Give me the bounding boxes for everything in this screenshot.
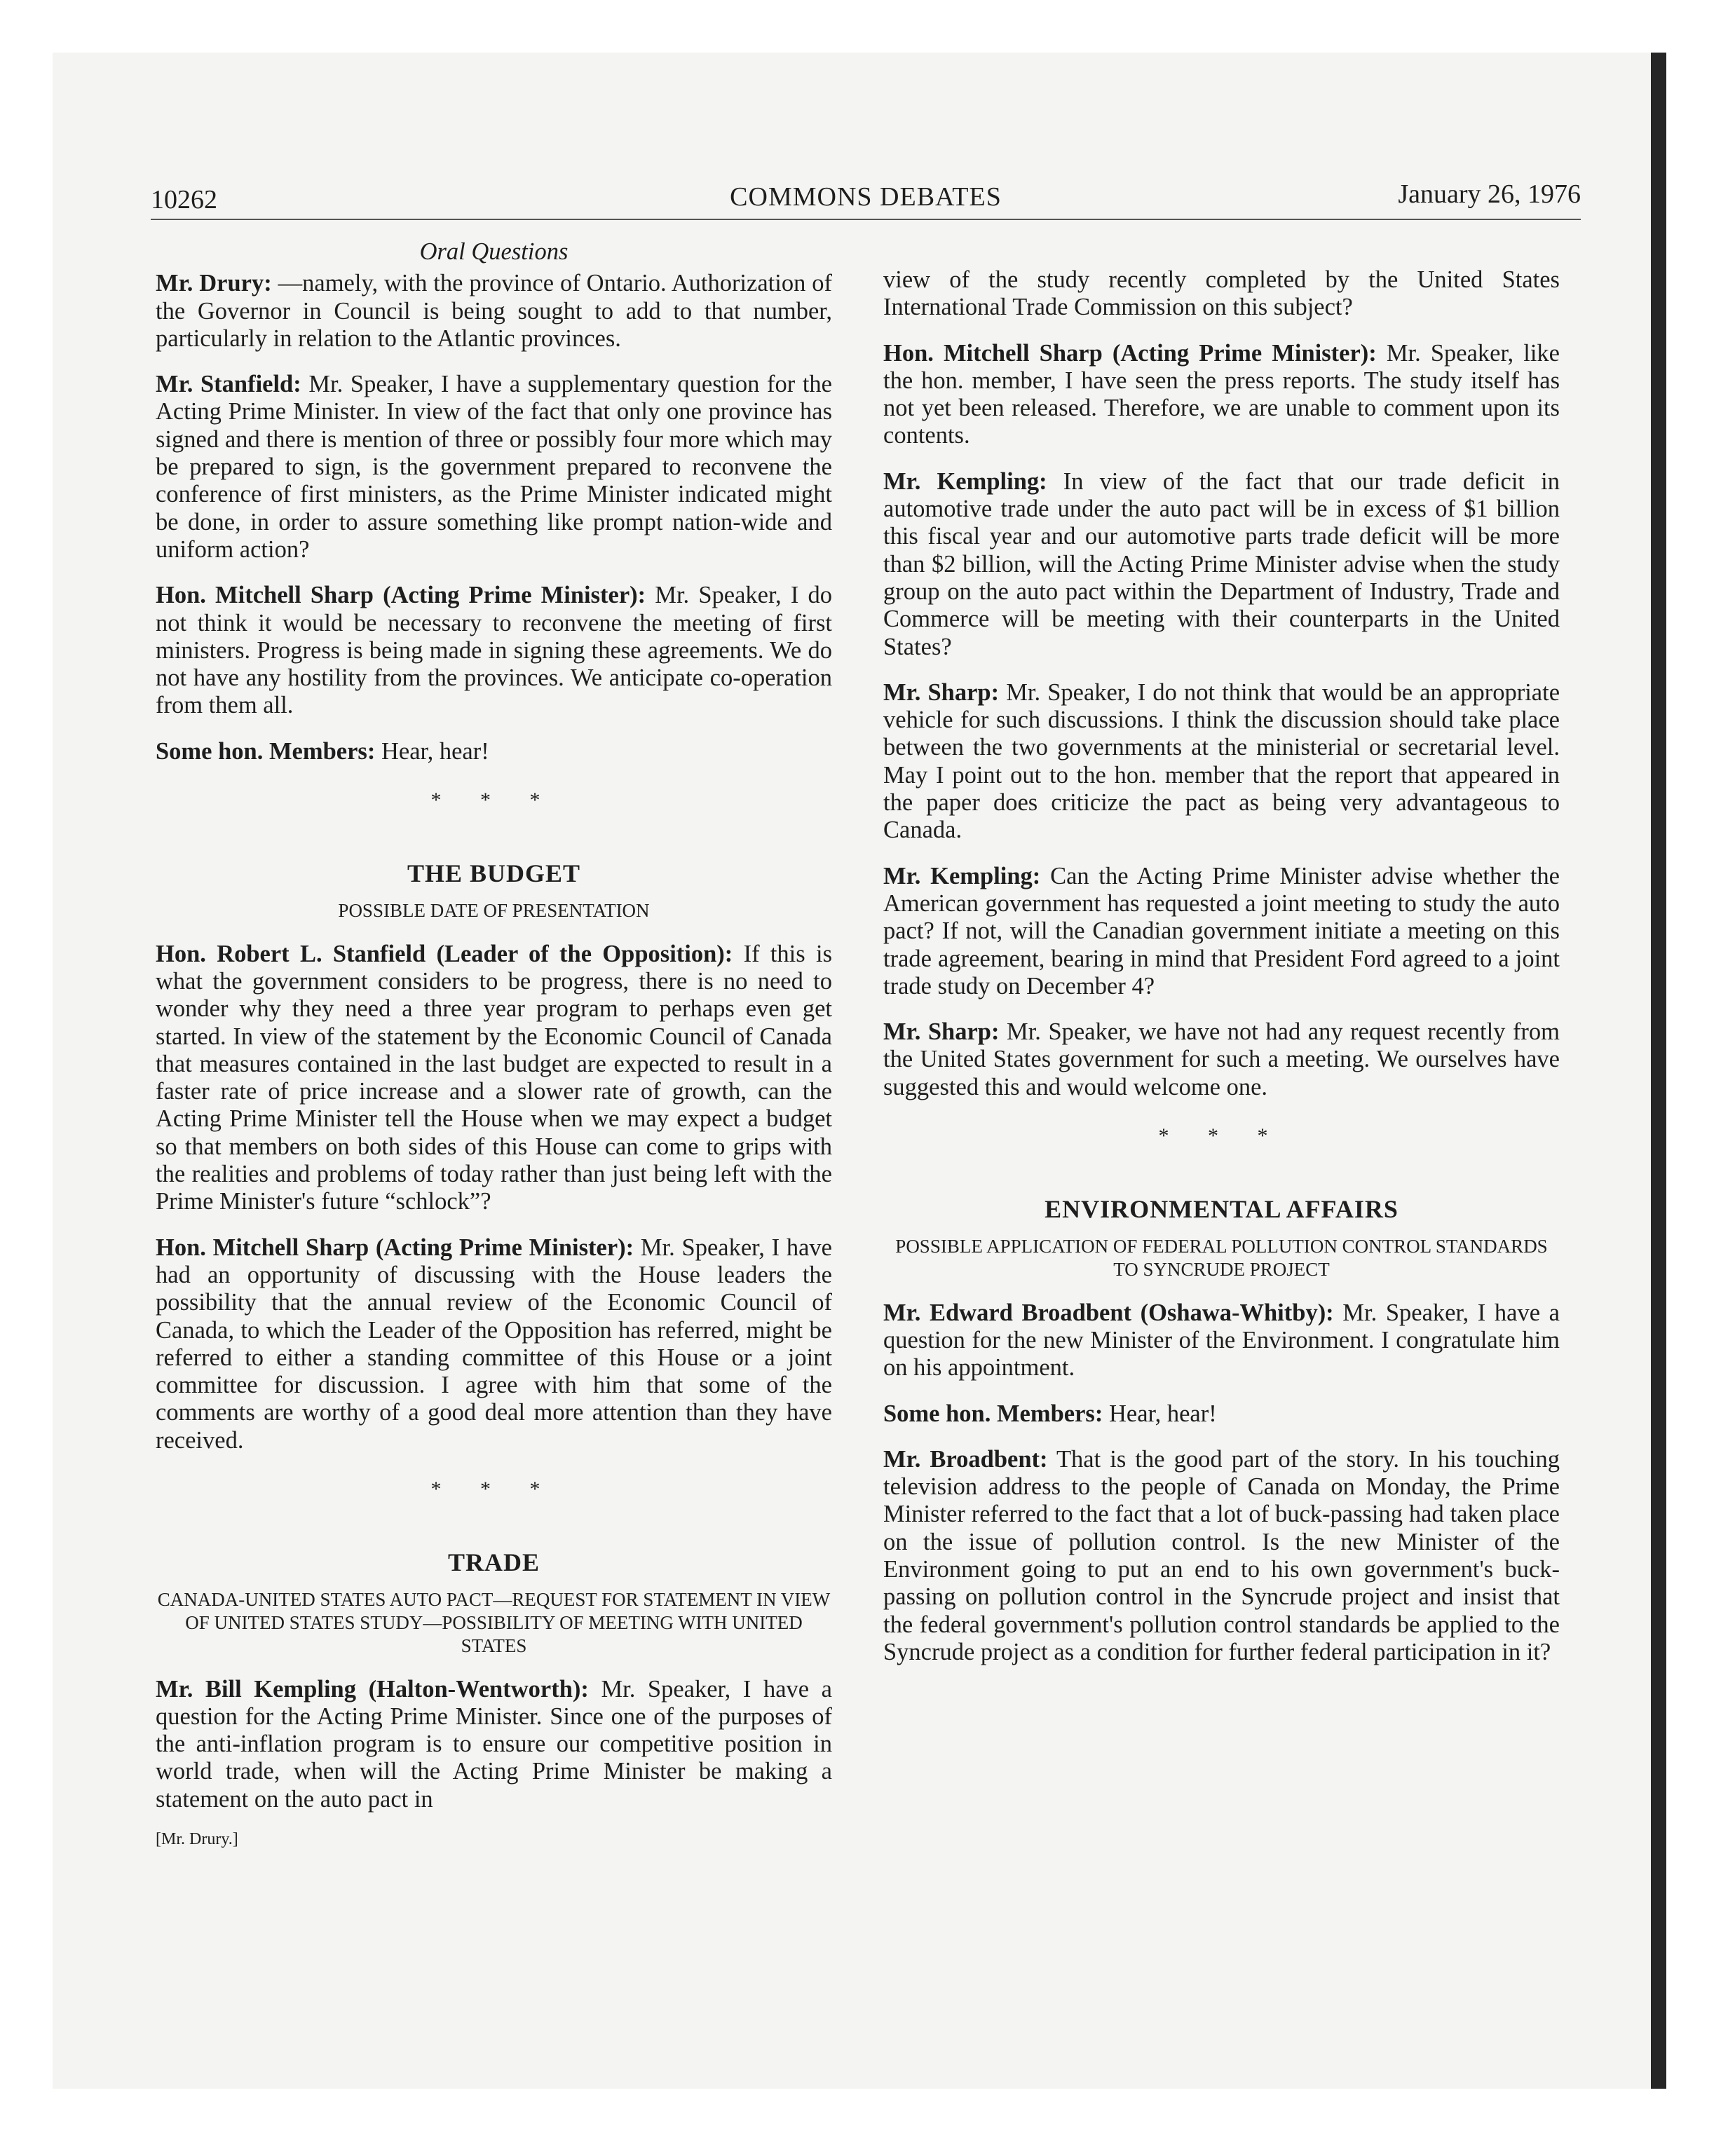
paragraph [156,1234,832,1454]
paragraph [883,679,1560,845]
section-separator: * * * [430,789,557,812]
speaker-name: Some hon. Members: [883,1400,1103,1427]
speech-text: Mr. Speaker, I do not think it would be necessary to reconvene the meeting of first ministers. Progress is being made in signing these agreements. We do not have any hostility from the provinces. We anticipate co-operation from them all. [156,582,832,719]
speech-text: Mr. Speaker, like the hon. member, I have seen the press reports. The study itself has not yet been released. Therefore, we are unable to comment upon its contents. [883,339,1560,449]
page-number: 10262 [151,185,217,214]
speaker-name: Mr. Bill Kempling (Halton-Wentworth): [156,1675,589,1703]
speaker-name: Hon. Mitchell Sharp (Acting Prime Minister): [156,1234,634,1261]
right-column [883,266,1560,1684]
speaker-name: Mr. Kempling: [883,468,1047,495]
speech-text: If this is what the government considers to be progress, there is no need to wonder why they need a three year program to perhaps even get started. In view of the statement by the Economic Council of Canada that measures contained in the last budget are expected to result in a faster rate of price increase and a slower rate of growth, can the Acting Prime Minister tell the House when we may expect a budget so that members on both sides of this House can come to grips with the realities and problems of today rather than just being left with the Prime Minister's future “schlock”? [156,940,832,1215]
speech-text: Mr. Speaker, we have not had any request recently from the United States government for such a meeting. We ourselves have suggested this and would welcome one. [883,1018,1560,1100]
section-heading: THE BUDGET [407,859,581,888]
speaker-name: Mr. Sharp: [883,1018,1000,1046]
speech-text: view of the study recently completed by the United States International Trade Commission on this subject? [883,266,1560,321]
speech-text: Mr. Speaker, I do not think that would be an appropriate vehicle for such discussions. I think the discussion should take place between the two governments at the ministerial or secretarial level. May I point out to the hon. member that the report that appeared in the paper does criticize the pact as being very advantageous to Canada. [883,678,1560,844]
speaker-name: Mr. Sharp: [883,678,1000,706]
paragraph [156,270,832,353]
speech-text: Mr. Speaker, I have a question for the Acting Prime Minister. Since one of the purposes of the anti-inflation program is to ensure our competitive position in world trade, when will the Acting Prime Minister be making a statement on the auto pact in [156,1675,832,1813]
page-header [151,179,1581,222]
paragraph [883,1446,1560,1666]
running-head: Oral Questions [419,238,569,265]
speaker-name: Hon. Robert L. Stanfield (Leader of the Opposition): [156,940,733,967]
speaker-name: Hon. Mitchell Sharp (Acting Prime Minister): [883,339,1377,367]
speaker-name: Mr. Stanfield: [156,371,301,398]
paragraph [156,1676,832,1813]
section-separator: * * * [1158,1124,1285,1148]
section-separator: * * * [430,1477,557,1501]
paragraph [883,1400,1560,1428]
speaker-name: Mr. Kempling: [883,862,1041,889]
speech-text: Mr. Speaker, I have had an opportunity of discussing with the House leaders the possibility that the annual review of the Economic Council of Canada, to which the Leader of the Opposition has referred, might be referred to either a standing committee of this House or a joint committee for discussion. I agree with him that some of the comments are worthy of a good deal more attention than they have received. [156,1234,832,1454]
section-subheading: POSSIBLE APPLICATION OF FEDERAL POLLUTION CONTROL STANDARDS TO SYNCRUDE PROJECT [895,1235,1548,1280]
speech-text: Mr. Speaker, I have a supplementary question for the Acting Prime Minister. In view of the fact that only one province has signed and there is mention of three or possibly four more which may be prepared to sign, is the government prepared to reconvene the conference of first ministers, as the Prime Minister indicated might be done, in order to assure something like prompt nation-wide and uniform action? [156,371,832,563]
speech-text: Mr. Speaker, I have a question for the new Minister of the Environment. I congratulate him on his appointment. [883,1299,1560,1381]
speaker-name: Mr. Drury: [156,270,272,297]
section-heading: TRADE [447,1548,540,1577]
speech-text: —namely, with the province of Ontario. Authorization of the Governor in Council is being sought to add to that number, particularly in relation to the Atlantic provinces. [156,270,832,352]
paragraph [883,1018,1560,1101]
speaker-name: Some hon. Members: [156,737,376,765]
section-subheading: CANADA-UNITED STATES AUTO PACT—REQUEST FOR STATEMENT IN VIEW OF UNITED STATES STUDY—POSSIBILITY OF MEETING WITH UNITED STATES [157,1588,831,1656]
publication-title: COMMONS DEBATES [730,182,1002,212]
section-heading: ENVIRONMENTAL AFFAIRS [1045,1195,1399,1224]
publication-date: January 26, 1976 [1398,179,1581,209]
speech-text: That is the good part of the story. In his touching television address to the people of Canada on Monday, the Prime Minister referred to the fact that a lot of buck-passing had taken place on the issue of pollution control. Is the new Minister of the Environment going to put an end to his own government's buck-passing on pollution control in the Syncrude project and insist that the federal government's pollution control standards be applied to the Syncrude project as a condition for further federal participation in it? [883,1445,1560,1665]
scan-edge-bar [1651,53,1666,2089]
paragraph [156,371,832,564]
speech-text: Hear, hear! [375,737,489,765]
paragraph [883,1299,1560,1382]
speech-text: Hear, hear! [1103,1400,1217,1427]
section-subheading: POSSIBLE DATE OF PRESENTATION [338,899,650,921]
footnote: [Mr. Drury.] [156,1830,238,1849]
paragraph [156,738,832,765]
paragraph [883,266,1560,322]
paragraph [156,582,832,719]
paragraph [156,941,832,1216]
speaker-name: Mr. Broadbent: [883,1445,1048,1473]
header-rule [151,219,1581,220]
speaker-name: Mr. Edward Broadbent (Oshawa-Whitby): [883,1299,1334,1326]
left-column [156,238,832,1853]
paragraph [883,468,1560,661]
paragraph [883,863,1560,1000]
paragraph [883,340,1560,450]
speaker-name: Hon. Mitchell Sharp (Acting Prime Minister): [156,582,646,609]
speech-text: Can the Acting Prime Minister advise whether the American government has requested a joint meeting to study the auto pact? If not, will the Canadian government initiate a meeting on this trade agreement, bearing in mind that President Ford agreed to a joint trade study on December 4? [883,862,1560,999]
speech-text: In view of the fact that our trade deficit in automotive trade under the auto pact will be in excess of $1 billion this fiscal year and our automotive parts trade deficit will be more than $2 billion, will the Acting Prime Minister advise when the study group on the auto pact within the Department of Industry, Trade and Commerce will be meeting with their counterparts in the United States? [883,468,1560,660]
